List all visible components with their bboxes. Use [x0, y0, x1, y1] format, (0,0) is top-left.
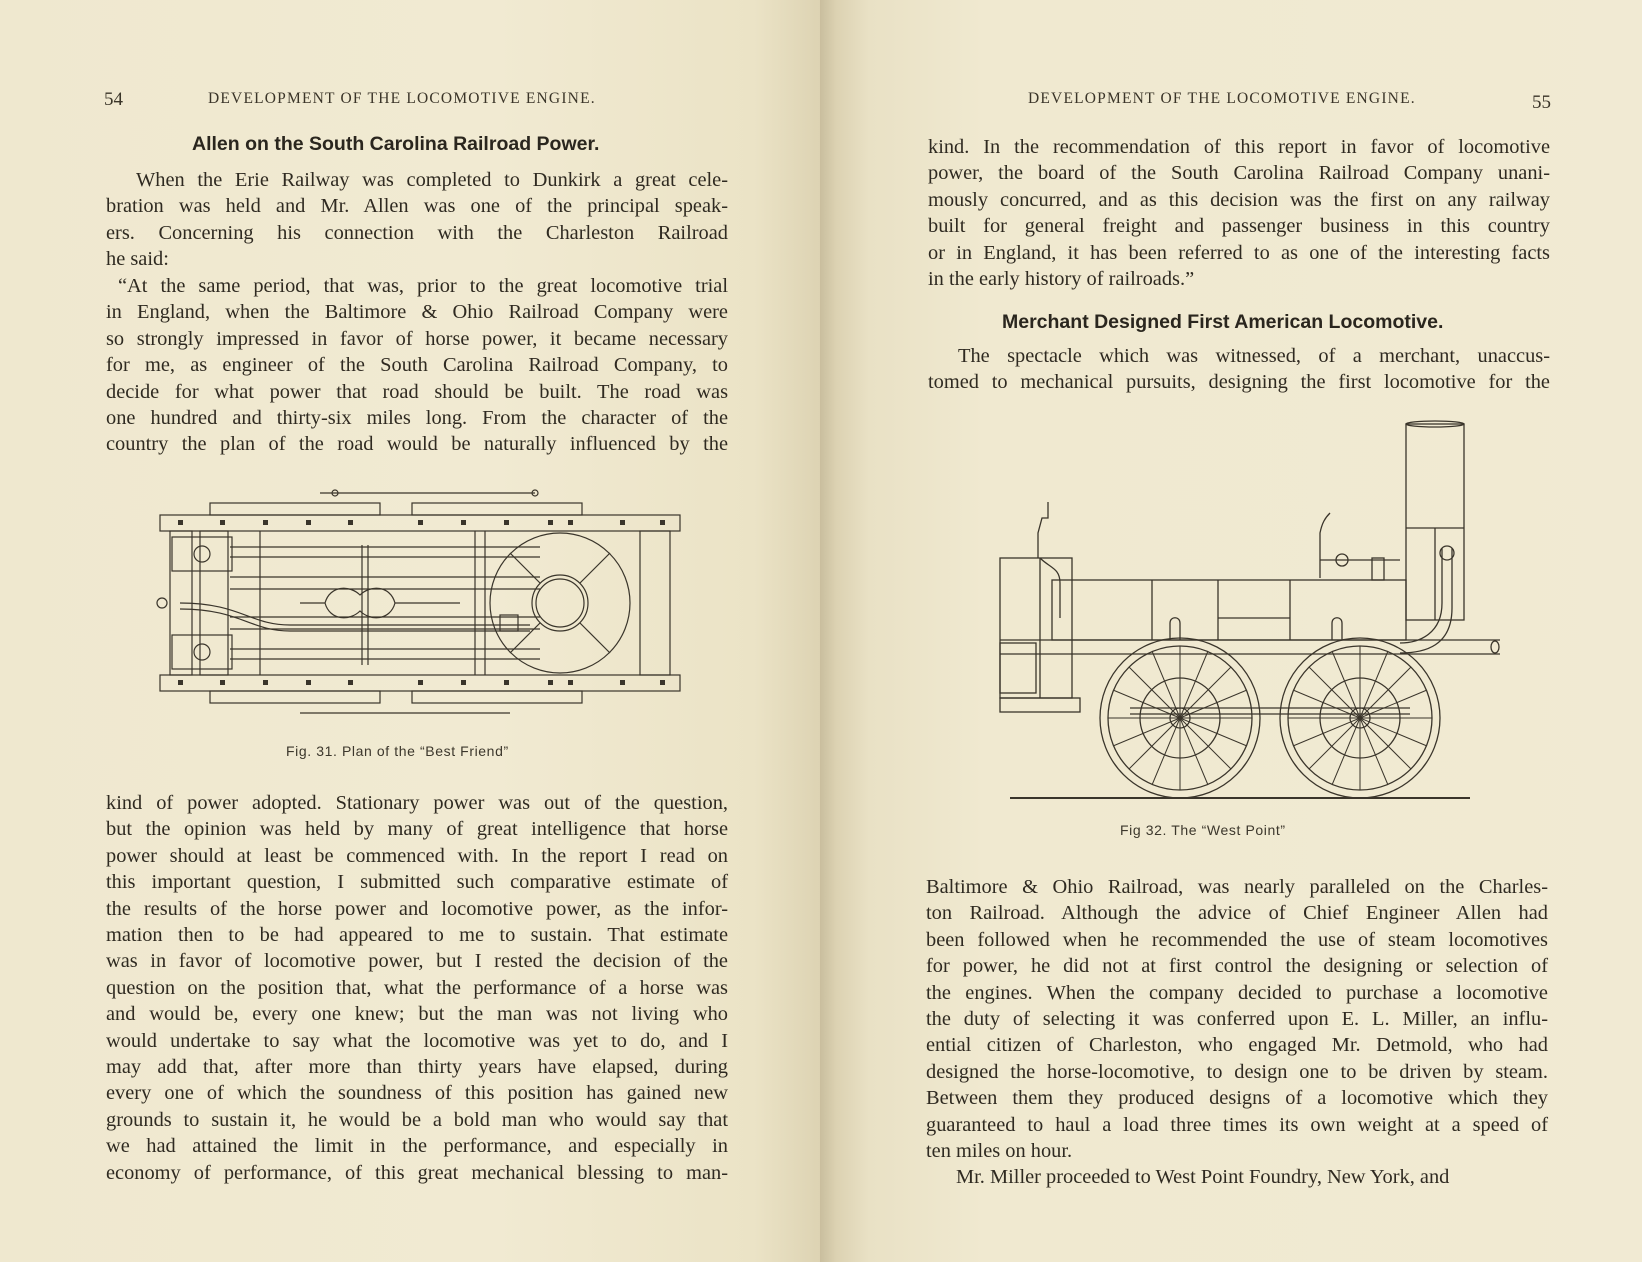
paragraph [106, 167, 728, 273]
text-line: for power, he did not at first control the designing or selection of [926, 955, 1548, 978]
text-line: economy of performance, of this great mechanical blessing to man- [106, 1161, 728, 1184]
text-line: decide for what power that road should be built. The road was [106, 380, 728, 403]
text-line: and would be, every one knew; but the man was not living who [106, 1003, 728, 1026]
text-line: power, the board of the South Carolina Railroad Company unani- [928, 162, 1550, 185]
text-line: ten miles on hour. [926, 1140, 1073, 1163]
text-line: been followed when he recommended the use of steam locomotives [926, 928, 1548, 951]
locomotive-plan-drawing-icon [150, 485, 690, 725]
text-line: was in favor of locomotive power, but I rested the decision of the [106, 950, 728, 973]
text-line: ton Railroad. Although the advice of Chief Engineer Allen had [926, 902, 1548, 925]
text-line: The spectacle which was witnessed, of a merchant, unaccus- [958, 345, 1550, 367]
text-line: “At the same period, that was, prior to the great locomotive trial [118, 275, 728, 297]
text-line: he said: [106, 248, 169, 271]
text-line: in the early history of railroads.” [928, 268, 1195, 291]
text-line: question on the position that, what the performance of a horse was [106, 976, 728, 999]
text-line: this important question, I submitted such comparative estimate of [106, 871, 728, 894]
locomotive-side-elevation-drawing-icon [980, 418, 1500, 803]
text-line: power should at least be commenced with. In the report I read on [106, 844, 728, 867]
text-line: one hundred and thirty-six miles long. From the character of the [106, 407, 728, 430]
paragraph [928, 134, 1550, 292]
text-line: designed the horse-locomotive, to design one to be driven by steam. [926, 1060, 1548, 1083]
text-line: Baltimore & Ohio Railroad, was nearly paralleled on the Charles- [926, 876, 1548, 898]
running-head: DEVELOPMENT OF THE LOCOMOTIVE ENGINE. [208, 90, 596, 107]
text-line: we had attained the limit in the performance, and especially in [106, 1135, 728, 1158]
left-page [0, 0, 820, 1262]
running-head: DEVELOPMENT OF THE LOCOMOTIVE ENGINE. [1028, 90, 1416, 107]
text-line: kind of power adopted. Stationary power was out of the question, [106, 792, 728, 814]
figure-caption: Fig. 31. Plan of the “Best Friend” [286, 743, 509, 759]
text-line: but the opinion was held by many of great intelligence that horse [106, 818, 728, 841]
section-heading: Allen on the South Carolina Railroad Power. [192, 133, 600, 155]
paragraph [106, 273, 728, 458]
text-line: kind. In the recommendation of this report in favor of locomotive [928, 136, 1550, 158]
text-line: mation then to be had appeared to me to sustain. That estimate [106, 924, 728, 947]
text-line: Between them they produced designs of a locomotive which they [926, 1087, 1548, 1110]
text-line: bration was held and Mr. Allen was one of the principal speak- [106, 195, 728, 218]
text-line: mously concurred, and as this decision was the first on any railway [928, 188, 1550, 211]
text-line: the engines. When the company decided to purchase a locomotive [926, 981, 1548, 1004]
text-line: for me, as engineer of the South Carolina Railroad Company, to [106, 354, 728, 377]
figure-caption: Fig 32. The “West Point” [1120, 822, 1286, 838]
page-number: 55 [1532, 92, 1551, 113]
text-line: in England, when the Baltimore & Ohio Railroad Company were [106, 301, 728, 324]
text-line: Mr. Miller proceeded to West Point Foundry, New York, and [956, 1166, 1450, 1189]
text-line: guaranteed to haul a load three times its own weight at a speed of [926, 1113, 1548, 1136]
text-line: ers. Concerning his connection with the Charleston Railroad [106, 221, 728, 244]
text-line: or in England, it has been referred to as one of the interesting facts [928, 241, 1550, 264]
text-line: grounds to sustain it, he would be a bold man who would say that [106, 1108, 728, 1131]
paragraph [926, 874, 1548, 1191]
text-line: When the Erie Railway was completed to Dunkirk a great cele- [136, 169, 728, 191]
text-line: tomed to mechanical pursuits, designing the first locomotive for the [928, 371, 1550, 394]
paragraph [928, 343, 1550, 396]
text-line: may add that, after more than thirty years have elapsed, during [106, 1056, 728, 1079]
text-line: country the plan of the road would be naturally influenced by the [106, 433, 728, 456]
right-page [820, 0, 1642, 1262]
text-line: the duty of selecting it was conferred upon E. L. Miller, an influ- [926, 1008, 1548, 1031]
page-number: 54 [104, 89, 123, 110]
text-line: built for general freight and passenger business in this country [928, 215, 1550, 238]
paragraph [106, 790, 728, 1186]
text-line: every one of which the soundness of this position has gained new [106, 1082, 728, 1105]
text-line: so strongly impressed in favor of horse power, it became necessary [106, 327, 728, 350]
text-line: the results of the horse power and locomotive power, as the infor- [106, 897, 728, 920]
section-heading: Merchant Designed First American Locomotive. [1002, 311, 1444, 333]
text-line: ential citizen of Charleston, who engaged Mr. Detmold, who had [926, 1034, 1548, 1057]
text-line: would undertake to say what the locomotive was yet to do, and I [106, 1029, 728, 1052]
